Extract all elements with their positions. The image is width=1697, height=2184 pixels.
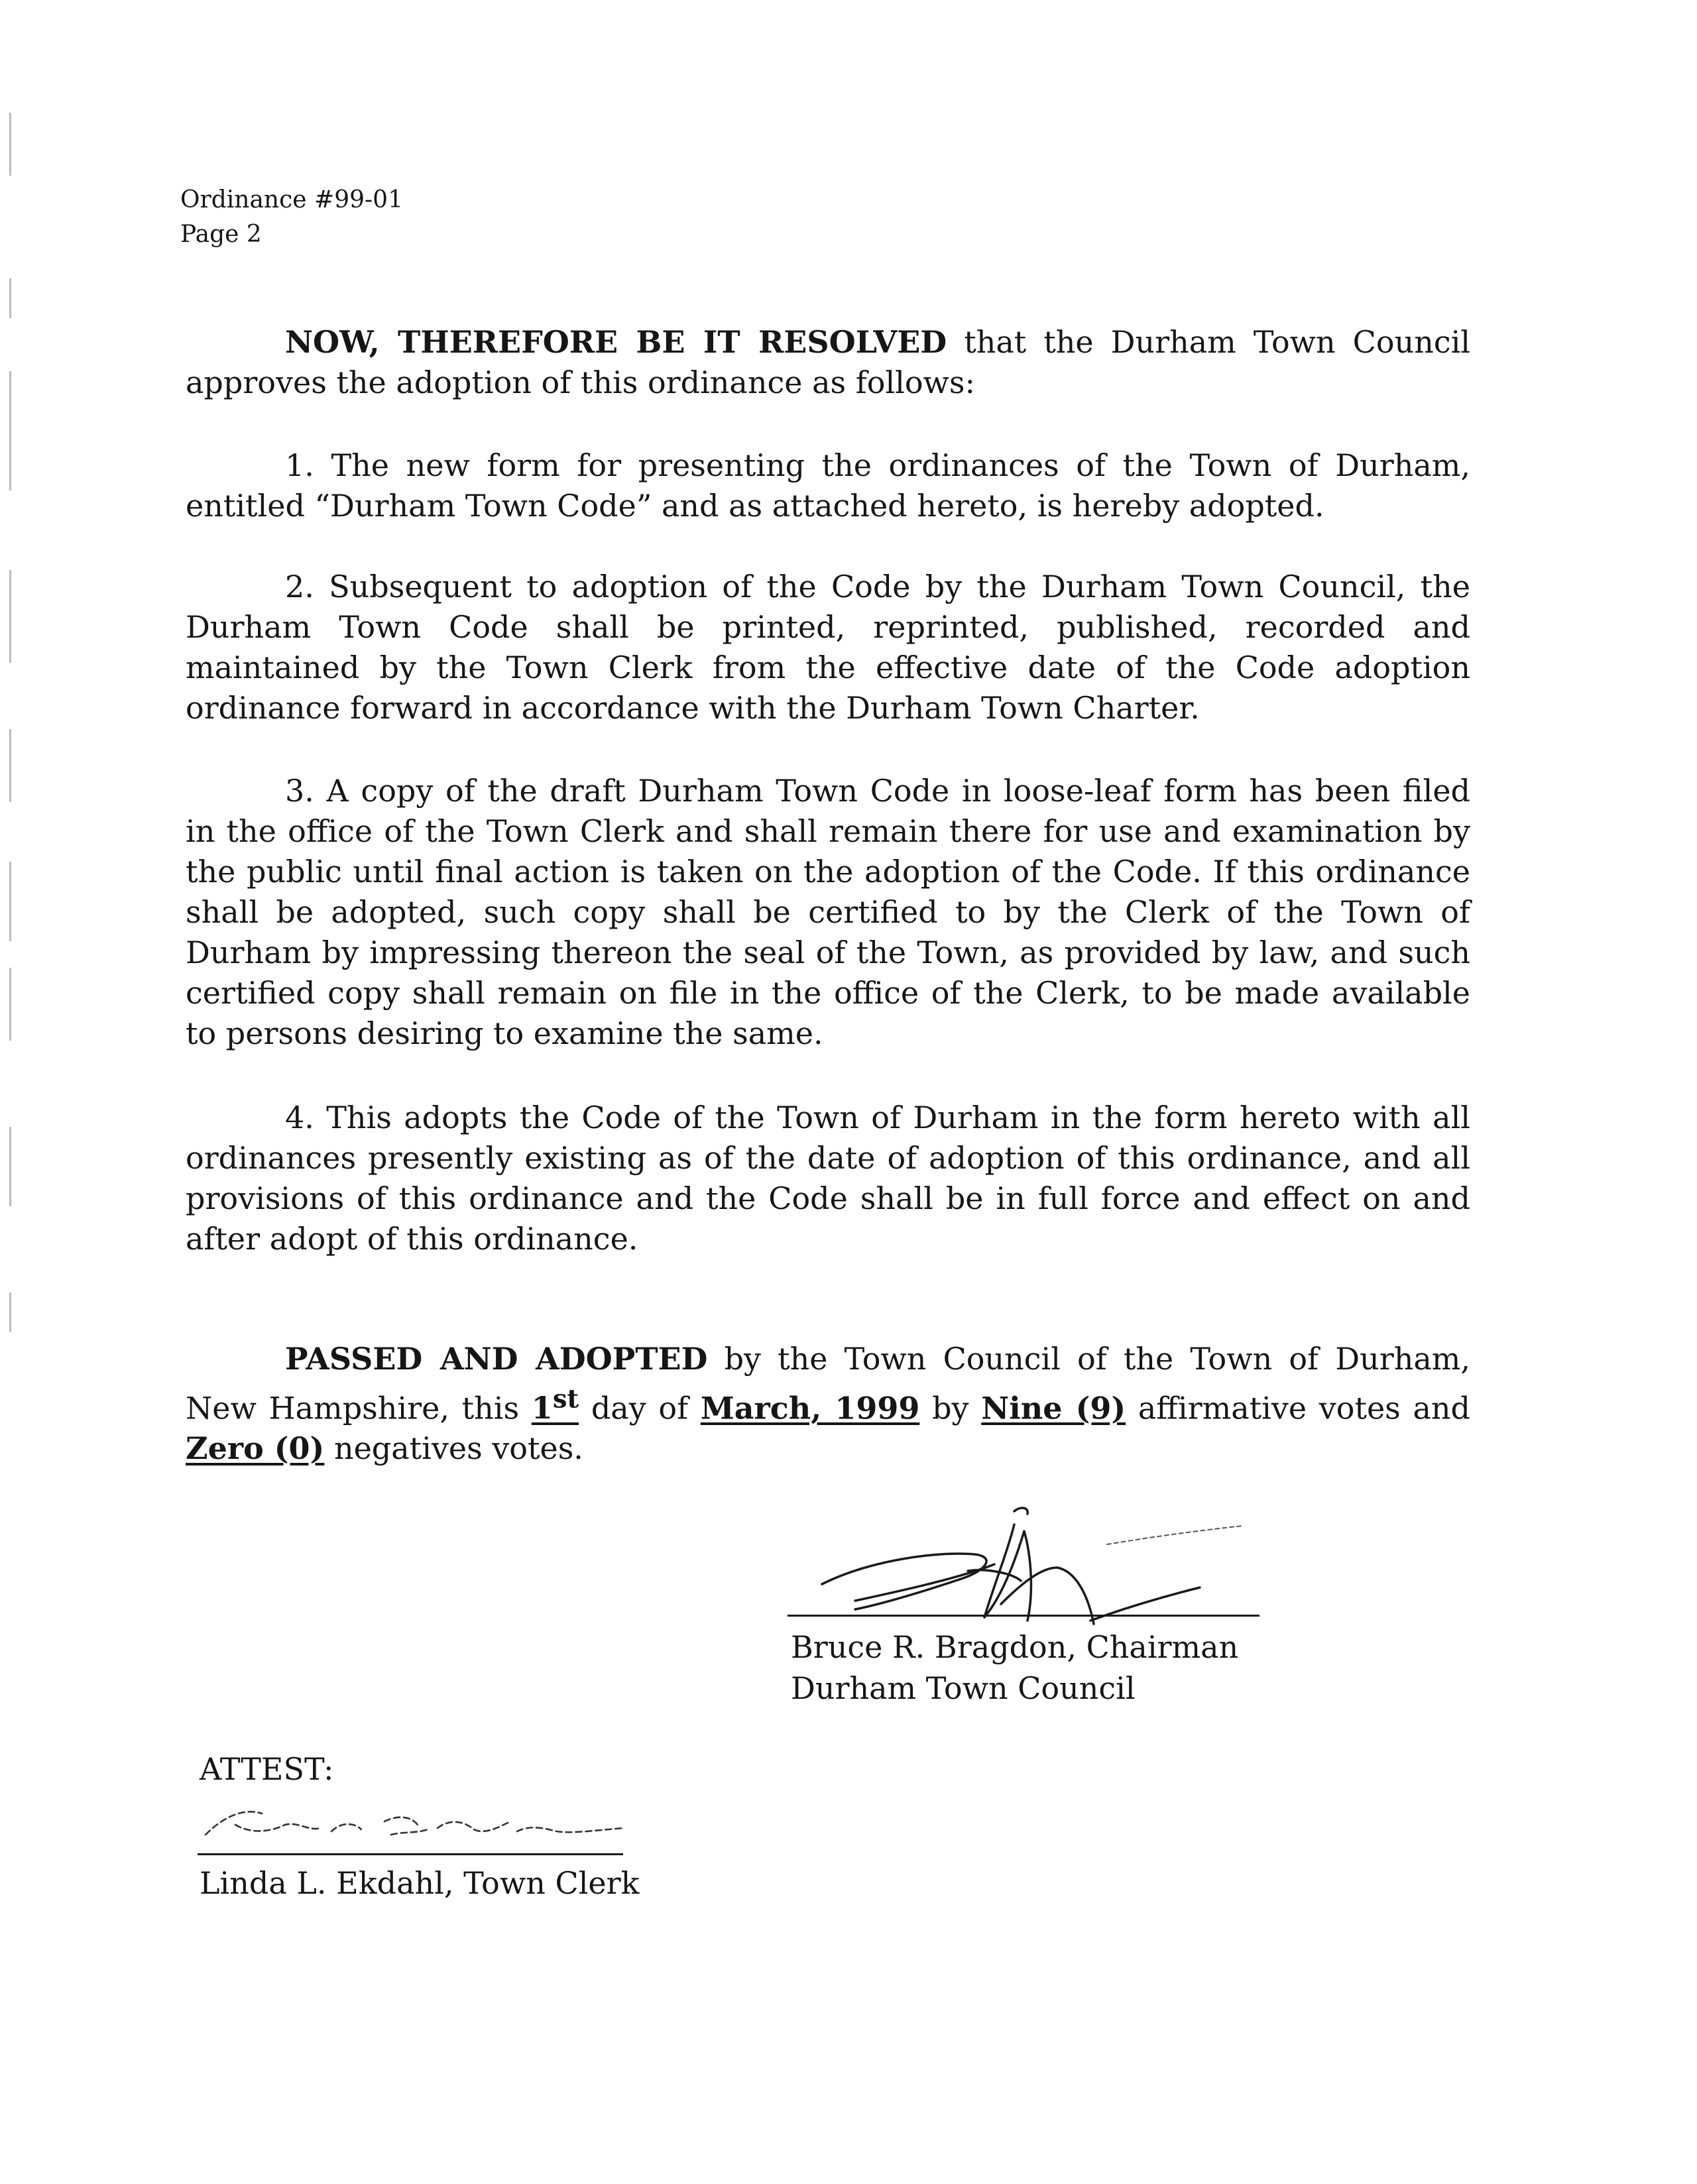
page-number: Page 2	[180, 221, 262, 248]
item-paragraph-4	[186, 1098, 1470, 1259]
document-header	[180, 183, 403, 252]
attest-label: ATTEST:	[200, 1751, 334, 1787]
item-text: 3. A copy of the draft Durham Town Code in loose-leaf form has been filed in the office of the Town Clerk and shall remain there for use and examination by the public until final action is taken on the adoption of the Code. If this ordinance shall be adopted, such copy shall be certified to by the Clerk of the Town of Durham by impressing thereon the seal of the Town, as provided by law, and such certified copy shall remain on file in the office of the Clerk, to be made available to persons desiring to examine the same.	[186, 773, 1470, 1051]
chairman-name: Bruce R. Bragdon, Chairman	[791, 1629, 1239, 1665]
scan-edge-mark	[9, 729, 11, 802]
scan-edge-mark	[9, 1293, 11, 1332]
passed-text: by	[919, 1390, 982, 1426]
scan-edge-mark	[9, 862, 11, 941]
item-text: 2. Subsequent to adoption of the Code by the Durham Town Council, the Durham Town Code shall be printed, reprinted, published, recorded and maintained by the Town Clerk from the effective date of the Code adoption ordinance forward in accordance with the Durham Town Charter.	[186, 569, 1470, 726]
item-paragraph-3	[186, 771, 1470, 1054]
item-paragraph-1	[186, 445, 1470, 526]
negative-votes: Zero (0)	[186, 1430, 325, 1467]
chairman-block	[791, 1627, 1238, 1709]
item-text: 1. The new form for presenting the ordinances of the Town of Durham, entitled “Durham Town Code” and as attached hereto, is hereby adopted.	[186, 447, 1470, 524]
scan-edge-mark	[9, 570, 11, 663]
passed-lead: PASSED AND ADOPTED	[285, 1341, 708, 1377]
clerk-signature-line	[198, 1853, 623, 1855]
ordinance-number: Ordinance #99-01	[180, 186, 403, 213]
resolution-lead: NOW, THEREFORE BE IT RESOLVED	[285, 324, 947, 360]
chairman-signature-line	[788, 1615, 1259, 1617]
affirmative-votes: Nine (9)	[981, 1390, 1126, 1426]
scan-edge-mark	[9, 968, 11, 1041]
item-paragraph-2	[186, 567, 1470, 728]
scan-edge-mark	[9, 1127, 11, 1206]
scan-edge-mark	[9, 278, 11, 318]
passed-text: negatives votes.	[324, 1430, 583, 1467]
resolution-paragraph	[186, 322, 1470, 403]
chairman-org: Durham Town Council	[791, 1670, 1136, 1706]
clerk-name: Linda L. Ekdahl, Town Clerk	[200, 1865, 640, 1901]
passed-day-number: 1	[531, 1390, 553, 1426]
passed-text: day of	[579, 1390, 701, 1426]
scan-edge-mark	[9, 371, 11, 490]
item-text: 4. This adopts the Code of the Town of Durham in the form hereto with all ordinances presently existing as of the date of adoption of this ordinance, and all provisions of this ordinance and the Code shall be in full force and effect on and after adopt of this ordinance.	[186, 1100, 1470, 1257]
passed-text: by the Town Council of the Town of Durham, New Hampshire, this	[186, 1341, 1470, 1426]
passed-paragraph	[186, 1339, 1470, 1469]
passed-day-suffix: st	[552, 1385, 579, 1414]
chairman-signature	[815, 1491, 1246, 1644]
passed-day	[531, 1385, 579, 1426]
resolution-text: that the Durham Town Council approves the adoption of this ordinance as follows:	[186, 324, 1471, 400]
clerk-signature	[199, 1802, 630, 1848]
passed-text: affirmative votes and	[1126, 1390, 1470, 1426]
scan-edge-mark	[9, 113, 11, 176]
passed-date: March, 1999	[700, 1390, 920, 1426]
